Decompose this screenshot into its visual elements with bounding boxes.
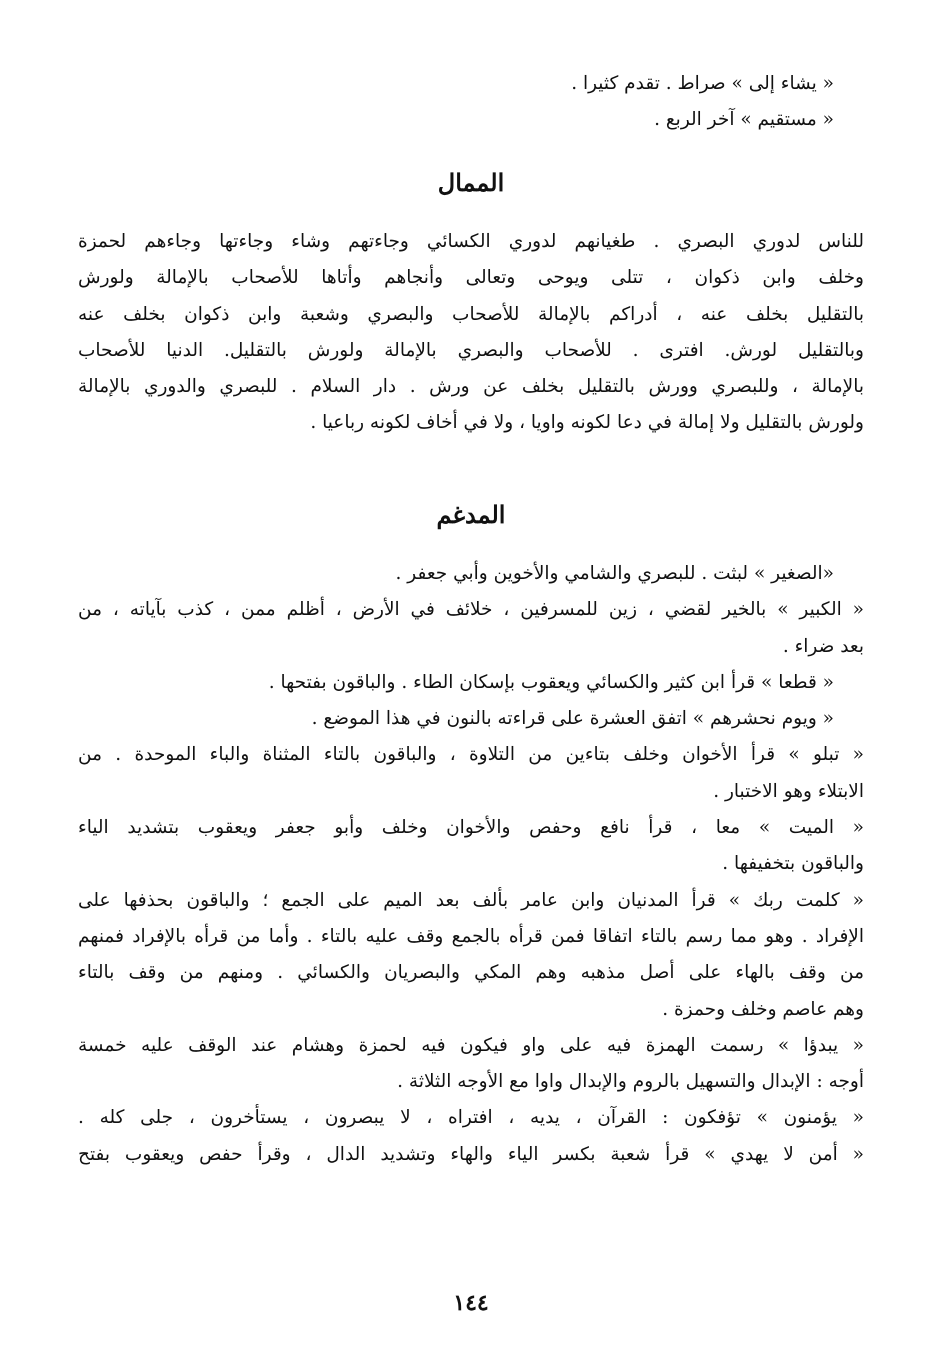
text-line: الابتلاء وهو الاختبار . (713, 780, 864, 802)
text-line: « ويوم نحشرهم » اتفق العشرة على قراءته بالنون في هذا الموضع . (311, 708, 834, 730)
text-line: بالإمالة ، وللبصري وورش بالتقليل بخلف عن ورش . دار السلام . للبصري والدوري بالإمالة (78, 376, 864, 398)
text-line: « يبدؤا » رسمت الهمزة فيه على واو فيكون فيه لحمزة وهشام عند الوقف عليه خمسة (78, 1034, 864, 1056)
text-line: «الصغير » لبثت . للبصري والشامي والأخوين وأبي جعفر . (395, 563, 834, 584)
text-line: بالتقليل بخلف عنه ، أدراكم بالإمالة للأصحاب والبصري وشعبة وابن ذكوان بخلف عنه (78, 303, 864, 325)
text-line: « الميت » معا ، قرأ نافع وحفص والأخوان وخلف وأبو جعفر ويعقوب بتشديد الياء (78, 817, 864, 839)
text-line: وبالتقليل لورش. افترى . للأصحاب والبصري بالإمالة ولورش بالتقليل. الدنيا للأصحاب (78, 339, 864, 361)
text-line: وخلف وابن ذكوان ، تتلى ويوحى وتعالى وأنجاهم وأتاها للأصحاب بالإمالة ولورش (78, 267, 864, 289)
intro-line: « مستقيم » آخر الربع . (654, 109, 834, 131)
text-line: والباقون بتخفيفها . (722, 853, 864, 875)
text-line: بعد ضراء . (782, 635, 864, 657)
text-line: من وقف بالهاء على أصل مذهبه وهم المكي والبصريان والكسائي . ومنهم من وقف بالتاء (78, 962, 864, 984)
intro-block (78, 66, 864, 139)
text-line: « تبلو » قرأ الأخوان وخلف بتاءين من التلاوة ، والباقون بالتاء المثناة والباء الموحدة . من (78, 744, 864, 766)
text-line: « الكبير » بالخير لقضي ، زين للمسرفين ، خلائف في الأرض ، أظلم ممن ، كذب بآياته ، من (78, 599, 864, 621)
page-number: ١٤٤ (453, 1290, 489, 1316)
text-line: أوجه : الإبدال والتسهيل بالروم والإبدال واوا مع الأوجه الثلاثة . (397, 1071, 864, 1093)
text-line: « قطعا » قرأ ابن كثير والكسائي ويعقوب بإسكان الطاء . والباقون بفتحها . (268, 671, 834, 693)
text-line: للناس لدوري البصري . طغيانهم لدوري الكسائي وجاءتهم وشاء وجاءتها وجاءهم لحمزة (78, 231, 864, 252)
section-heading-idgham: المدغم (436, 500, 506, 529)
text-line: « يؤمنون » تؤفكون : القرآن ، يديه ، افتراه ، لا يبصرون ، يستأخرون ، جلى كله . (78, 1107, 864, 1129)
text-line: وهم عاصم وخلف وحمزة . (662, 998, 864, 1020)
text-line: ولورش بالتقليل ولا إمالة في دعا لكونه واويا ، ولا في أخاف لكونه رباعيا . (310, 412, 864, 434)
text-line: الإفراد . وهو مما رسم بالتاء اتفاقا فمن قرأه بالجمع وقف عليه بالتاء . وأما من قرأه بالإفراد فمنهم (78, 925, 864, 947)
idgham-paragraph (78, 556, 864, 1173)
text-line: « كلمت ربك » قرأ المدنيان وابن عامر بألف بعد الميم على الجمع ؛ والباقون بحذفها على (78, 889, 864, 911)
mamal-paragraph (78, 224, 864, 442)
intro-line: « يشاء إلى » صراط . تقدم كثيرا . (571, 73, 834, 94)
section-heading-mamal: الممال (437, 168, 505, 197)
text-line: « أمن لا يهدي » قرأ شعبة بكسر الياء والهاء وتشديد الدال ، وقرأ حفص ويعقوب بفتح (78, 1143, 864, 1165)
